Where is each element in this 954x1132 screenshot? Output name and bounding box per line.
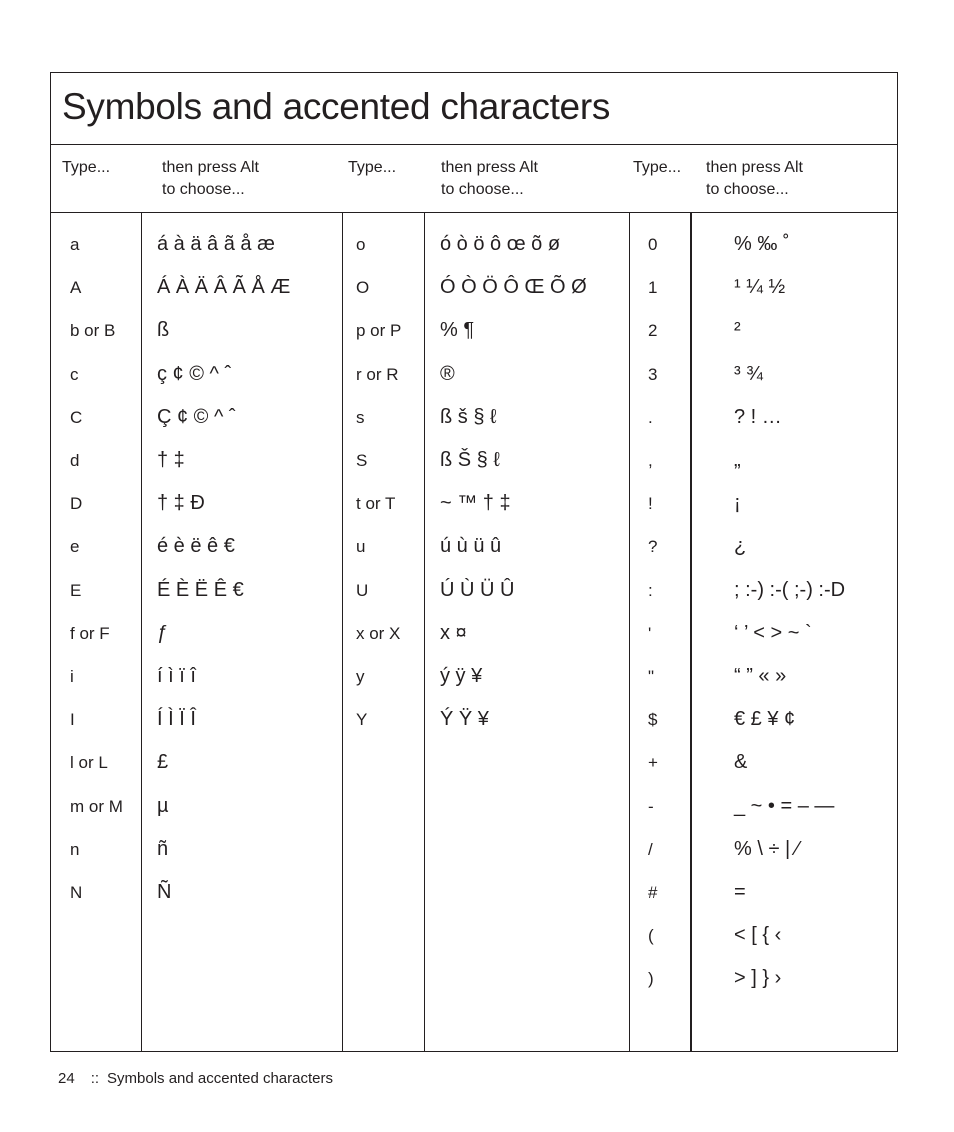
key-cell: ' (648, 623, 652, 643)
type-header: Type... (633, 159, 682, 176)
alt-characters-cell: _ ~ • = – — (734, 794, 835, 817)
alt-characters-cell: † ‡ (157, 449, 185, 471)
key-cell: - (648, 796, 654, 816)
key-cell: p or P (356, 321, 402, 341)
key-cell: A (70, 278, 82, 298)
alt-characters-cell: ç ¢ © ^ ˆ (157, 362, 232, 385)
alt-characters-cell: „ (734, 449, 741, 471)
alt-characters-cell: & (734, 751, 748, 774)
alt-characters-cell: x ¤ (440, 621, 467, 644)
key-cell: ( (648, 926, 654, 946)
alt-header: then press Alt to choose... (162, 159, 259, 198)
alt-characters-cell: % \ ÷ | ⁄ (734, 837, 800, 860)
key-cell: 2 (648, 321, 658, 341)
alt-characters-cell: % ¶ (440, 319, 475, 342)
page-number: 24 (58, 1070, 75, 1087)
alt-characters-cell: ¹ ¼ ½ (734, 276, 786, 299)
key-cell: I (70, 710, 75, 730)
alt-characters-cell: é è ë ê € (157, 535, 235, 558)
page-footer (58, 1070, 333, 1087)
alt-characters-cell: Ñ (157, 881, 172, 903)
key-cell: # (648, 883, 658, 902)
key-cell: s (356, 407, 365, 427)
key-cell: m or M (70, 796, 123, 816)
alt-characters-cell: Ý Ÿ ¥ (440, 708, 489, 731)
alt-characters-cell: ² (734, 319, 741, 342)
key-cell: a (70, 235, 80, 254)
key-cell: u (356, 537, 366, 557)
key-cell: r or R (356, 364, 399, 384)
alt-characters-cell: % ‰ ˚ (734, 233, 790, 255)
key-cell: y (356, 667, 365, 686)
alt-characters-cell: Ç ¢ © ^ ˆ (157, 405, 236, 428)
alt-characters-cell: > ] } › (734, 967, 782, 990)
key-cell: ) (648, 969, 654, 989)
key-cell: S (356, 451, 368, 470)
alt-characters-cell: Á À Ä Â Ã Å Æ (157, 276, 291, 299)
key-cell: x or X (356, 623, 401, 643)
key-cell: O (356, 278, 370, 298)
footer-separator: :: (90, 1070, 100, 1087)
alt-characters-cell: £ (157, 751, 169, 774)
alt-characters-cell: ß Š § ℓ (440, 449, 500, 471)
alt-characters-cell: “ ” « » (734, 665, 787, 687)
header-divider (50, 212, 898, 213)
key-cell: $ (648, 710, 658, 730)
key-cell: e (70, 537, 80, 557)
key-cell: C (70, 407, 83, 427)
alt-characters-cell: † ‡ Đ (157, 492, 205, 515)
key-cell: d (70, 451, 80, 470)
title-divider (50, 144, 898, 145)
key-cell: Y (356, 710, 368, 730)
alt-characters-cell: < [ { ‹ (734, 924, 782, 947)
column-divider (141, 212, 142, 1052)
key-cell: , (648, 451, 653, 470)
alt-characters-cell: É È Ë Ê € (157, 578, 244, 601)
type-header: Type... (62, 159, 111, 176)
key-cell: ! (648, 494, 653, 514)
alt-characters-cell: á à ä â ã å æ (157, 233, 275, 255)
column-divider (342, 212, 343, 1052)
key-cell: o (356, 235, 366, 254)
alt-characters-cell: í ì ï î (157, 665, 196, 687)
key-cell: f or F (70, 623, 110, 643)
key-cell: ? (648, 537, 658, 557)
key-cell: n (70, 839, 80, 859)
alt-characters-cell: ~ ™ † ‡ (440, 492, 511, 515)
key-cell: " (648, 667, 655, 686)
type-header: Type... (348, 159, 397, 176)
page-title: Symbols and accented characters (62, 86, 611, 127)
alt-characters-cell: ß (157, 319, 170, 342)
key-cell: E (70, 580, 82, 600)
alt-characters-cell: ¡ (734, 492, 741, 515)
alt-characters-cell: Ó Ò Ö Ô Œ Õ Ø (440, 276, 587, 299)
key-cell: + (648, 753, 658, 773)
alt-header: then press Alt to choose... (441, 159, 538, 198)
footer-section: Symbols and accented characters (107, 1070, 333, 1087)
key-cell: : (648, 580, 653, 600)
alt-characters-cell: ; :-) :-( ;-) :-D (734, 578, 846, 601)
alt-characters-cell: Ú Ù Ü Û (440, 578, 515, 601)
alt-characters-cell: ? ! … (734, 405, 782, 428)
key-cell: l or L (70, 753, 108, 773)
key-cell: 1 (648, 278, 658, 298)
key-cell: c (70, 364, 79, 384)
key-cell: b or B (70, 321, 116, 341)
alt-characters-cell: ‘ ’ < > ~ ` (734, 621, 812, 644)
key-cell: N (70, 883, 83, 902)
alt-characters-cell: ƒ (157, 621, 169, 644)
alt-characters-cell: ® (440, 362, 455, 385)
alt-characters-cell: ¿ (734, 535, 747, 558)
alt-characters-cell: ñ (157, 837, 169, 860)
table-frame (50, 72, 898, 1052)
column-divider (424, 212, 425, 1052)
column-divider (690, 212, 692, 1052)
alt-characters-cell: ó ò ö ô œ õ ø (440, 233, 561, 255)
alt-characters-cell: µ (157, 794, 169, 817)
column-divider (629, 212, 630, 1052)
key-cell: / (648, 839, 653, 859)
alt-characters-cell: ú ù ü û (440, 535, 502, 558)
alt-characters-cell: ³ ¾ (734, 362, 763, 385)
key-cell: D (70, 494, 83, 514)
alt-characters-cell: € £ ¥ ¢ (734, 708, 796, 731)
key-cell: 3 (648, 364, 658, 384)
key-cell: 0 (648, 235, 658, 254)
alt-characters-cell: Í Ì Ï Î (157, 708, 196, 731)
key-cell: i (70, 667, 74, 686)
alt-characters-cell: = (734, 881, 746, 903)
key-cell: . (648, 407, 653, 427)
alt-header: then press Alt to choose... (706, 159, 803, 198)
alt-characters-cell: ß š § ℓ (440, 405, 497, 428)
key-cell: t or T (356, 494, 396, 514)
key-cell: U (356, 580, 369, 600)
alt-characters-cell: ý ÿ ¥ (440, 665, 483, 687)
